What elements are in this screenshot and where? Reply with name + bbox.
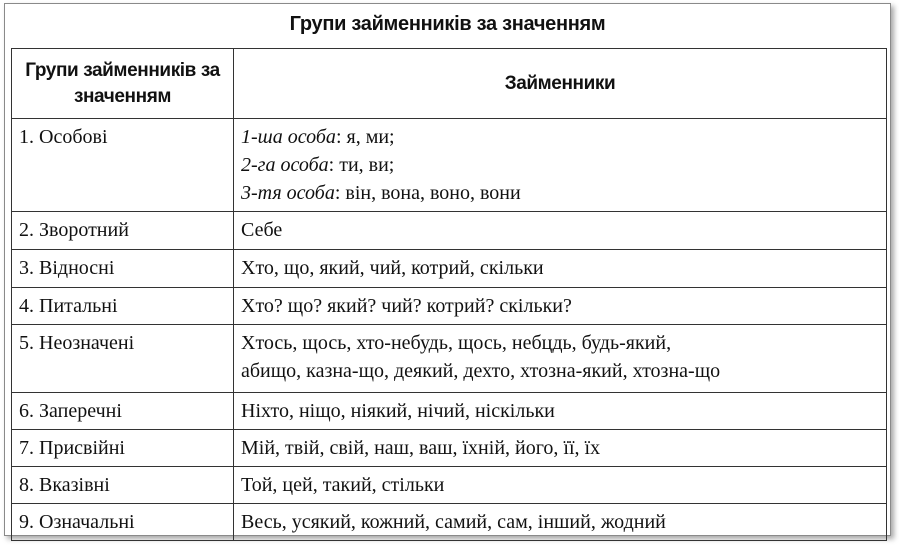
- pronoun-line: [241, 151, 879, 179]
- pronouns-cell: Себе: [234, 212, 887, 250]
- pronouns-cell: Весь, усякий, кожний, самий, сам, інший, жодний: [234, 504, 887, 541]
- table-row: [12, 467, 887, 504]
- pronoun-groups-table: [11, 48, 887, 541]
- pronoun-line: [241, 179, 879, 207]
- pronoun-line: абищо, казна-що, деякий, дехто, хтозна-який, хтозна-що: [241, 360, 721, 382]
- pronoun-line: Хтось, щось, хто-небудь, щось, небцдь, будь-який,: [241, 332, 672, 354]
- table-row: [12, 288, 887, 325]
- table-row: [12, 250, 887, 288]
- pronouns-cell: Хто, що, який, чий, котрий, скільки: [234, 250, 887, 288]
- group-cell: 1. Особові: [12, 119, 234, 212]
- pronouns-cell: [234, 119, 887, 212]
- table-title: Групи займенників за значенням: [289, 13, 606, 35]
- person-label: 2-га особа: [241, 154, 329, 176]
- pronoun-line: [241, 123, 879, 151]
- person-label: 1-ша особа: [241, 126, 336, 148]
- table-row: [12, 325, 887, 393]
- header-groups: Групи займенників за значенням: [12, 49, 234, 119]
- group-cell: 5. Неозначені: [12, 325, 234, 393]
- pronouns-cell: Той, цей, такий, стільки: [234, 467, 887, 504]
- group-cell: 8. Вказівні: [12, 467, 234, 504]
- pronoun-list: : ти, ви;: [328, 154, 395, 176]
- table-row: [12, 430, 887, 467]
- table-row: [12, 504, 887, 541]
- pronouns-cell: Мій, твій, свій, наш, ваш, їхній, його, її, їх: [234, 430, 887, 467]
- group-cell: 2. Зворотний: [12, 212, 234, 250]
- table-header-row: [12, 49, 887, 119]
- group-cell: 3. Відносні: [12, 250, 234, 288]
- table-row: [12, 393, 887, 430]
- group-cell: 4. Питальні: [12, 288, 234, 325]
- pronouns-cell: Хто? що? який? чий? котрий? скільки?: [234, 288, 887, 325]
- pronoun-list: : він, вона, воно, вони: [334, 182, 521, 204]
- group-cell: 9. Означальні: [12, 504, 234, 541]
- table-row: [12, 212, 887, 250]
- pronouns-cell: [234, 325, 887, 393]
- table-frame: [4, 3, 891, 536]
- person-label: 3-тя особа: [241, 182, 335, 204]
- group-cell: 7. Присвійні: [12, 430, 234, 467]
- pronoun-list: : я, ми;: [335, 126, 395, 148]
- header-pronouns: Займенники: [234, 49, 887, 119]
- group-cell: 6. Заперечні: [12, 393, 234, 430]
- table-row: [12, 119, 887, 212]
- pronouns-cell: Ніхто, ніщо, ніякий, нічий, ніскільки: [234, 393, 887, 430]
